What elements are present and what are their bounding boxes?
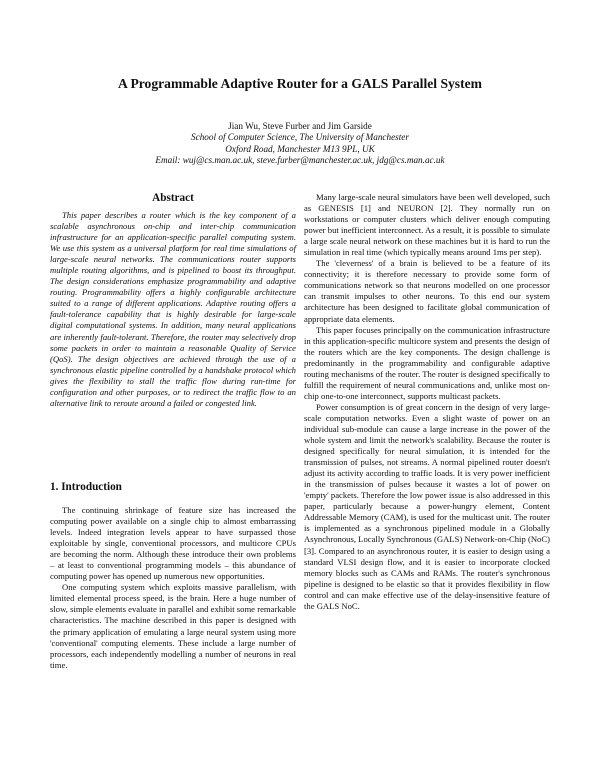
- author-affiliation: School of Computer Science, The University of Manchester: [191, 132, 409, 143]
- introduction-heading: 1. Introduction: [50, 481, 122, 493]
- paper-title: A Programmable Adaptive Router for a GALS Parallel System: [118, 76, 482, 91]
- author-address: Oxford Road, Manchester M13 9PL, UK: [225, 143, 375, 154]
- right-column-body: [304, 192, 550, 612]
- author-email: Email: wuj@cs.man.ac.uk, steve.furber@manchester.ac.uk, jdg@cs.man.ac.uk: [155, 155, 445, 166]
- author-block: [0, 121, 600, 167]
- abstract-paragraph: This paper describes a router which is the key component of a scalable asynchronous on-chip and inter-chip communication infrastructure for an application-specific parallel computing system. We use this system as a universal platform for real time simulations of large-scale neural networks. The communications router supports multiple routing algorithms, and is pipelined to boost its throughput. The design considerations emphasize programmability and adaptive routing. Programmability offers a highly configurable architecture suited to a range of different applications. Adaptive routing offers a fault-tolerance capability that is highly desirable for large-scale digital computational systems. In addition, many neural applications are inherently fault-tolerant. Therefore, the router may selectively drop some packets in order to maintain a reasonable Quality of Service (QoS). The design objectives are achieved through the use of a synchronous elastic pipeline controlled by a handshake protocol which gives the flexibility to stall the traffic flow during run-time for configuration and other purposes, or to redirect the traffic flow to an alternative link to reroute around a failed or congested link.: [50, 210, 296, 408]
- author-names: Jian Wu, Steve Furber and Jim Garside: [228, 121, 372, 131]
- right-paragraph-2: The 'cleverness' of a brain is believed to be a feature of its connectivity; it is therefore necessary to provide some form of communications network so that neurons modelled on one processor can transmit impulses to other neurons. To this end our system architecture has been designed to facilitate global communication of appropriate data elements.: [304, 258, 550, 324]
- right-paragraph-3: This paper focuses principally on the communication infrastructure in this application-specific multicore system and presents the design of the routers which are the key components. The design challenge is predominantly in the programmability and configurable adaptive routing mechanisms of the router. The router is designed specifically to fulfill the requirement of neural communications and, unlike most on-chip one-to-one interconnect, supports multicast packets.: [304, 324, 550, 401]
- introduction-body: [50, 505, 296, 671]
- abstract-heading: Abstract: [152, 192, 194, 204]
- intro-paragraph-1: The continuing shrinkage of feature size has increased the computing power available on a single chip to almost embarrassing levels. Indeed integration levels appear to have surpassed those exploitable by single, conventional processors, and multicore CPUs are becoming the norm. Although these introduce their own problems – at least to conventional programming models – this abundance of computing power has opened up numerous new opportunities.: [50, 505, 296, 582]
- abstract-text: [50, 210, 296, 409]
- intro-paragraph-2: One computing system which exploits massive parallelism, with limited elemental process speed, is the brain. Here a huge number of slow, simple elements evaluate in parallel and exhibit some remarkable characteristics. The machine described in this paper is designed with the primary application of emulating a large neural system using more 'conventional' computing elements. These include a large number of processors, each independently modelling a number of neurons in real time.: [50, 582, 296, 670]
- right-paragraph-4: Power consumption is of great concern in the design of very large-scale computation networks. Even a slight waste of power on an individual sub-module can cause a large increase in the power of the whole system and limit the network's scalability. Because the router is designed specifically for neural simulation, it is intended for the transmission of pulses, not streams. A normal pipelined router doesn't adjust its activity according to traffic loads. It is very power inefficient in the transmission of pulses because it wastes a lot of power on 'empty' packets. Therefore the low power issue is also addressed in this paper, particularly because a power-hungry element, Content Addressable Memory (CAM), is used for the multicast unit. The router is implemented as a synchronous pipelined module in a Globally Asynchronous, Locally Synchronous (GALS) Network-on-Chip (NoC) [3]. Compared to an asynchronous router, it is easier to design using a standard VLSI design flow, and it is easier to incorporate clocked memory blocks such as CAMs and RAMs. The router's synchronous pipeline is designed to be elastic so that it provides flexibility in flow control and can make effective use of the delay-insensitive feature of the GALS NoC.: [304, 401, 550, 611]
- right-paragraph-1: Many large-scale neural simulators have been well developed, such as GENESIS [1] and NEURON [2]. They normally run on workstations or computer clusters which deliver enough computing power but inefficient interconnect. As a result, it is possible to simulate a large scale neural network on these machines but it is hard to run the simulation in real time (which typically means around 1ms per step).: [304, 192, 550, 258]
